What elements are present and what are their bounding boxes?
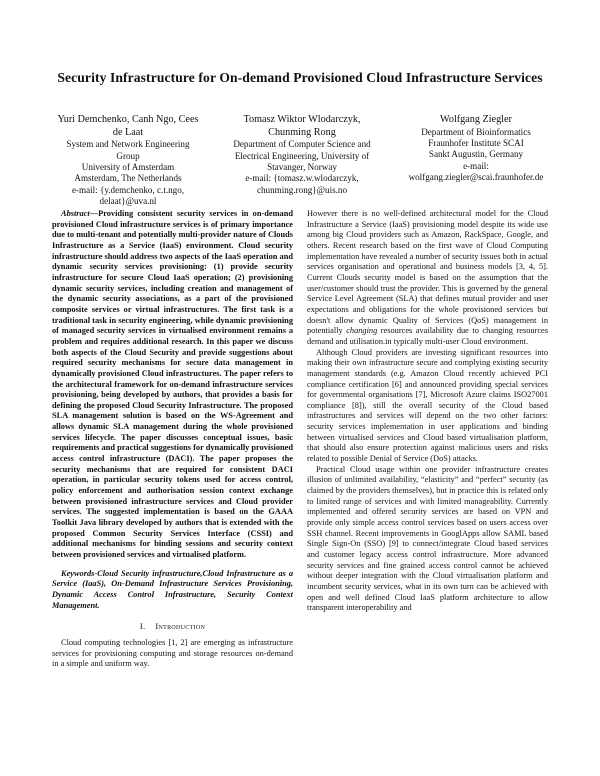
keywords-label: Keywords — [61, 568, 95, 578]
emphasis-changing: changing — [346, 326, 378, 336]
left-column — [52, 209, 293, 670]
section-title: Introduction — [155, 621, 206, 632]
author-1-affiliation-line4: Amsterdam, The Netherlands — [74, 173, 182, 184]
author-2-affiliation-line2: Electrical Engineering, University of — [234, 150, 370, 161]
author-2-affiliation-line1: Department of Computer Science and — [233, 139, 371, 150]
section-number: I. — [139, 621, 146, 632]
author-3-affiliation-line1: Department of Bioinformatics — [421, 126, 531, 137]
right-paragraph-1-part-a: However there is no well-defined architectural model for the Cloud Infrastructure a Service (IaaS) provisioning model despite its wide use among big Cloud providers such as Amazon, RackSpace, Google, and others. Recent research based on the first wave of Cloud Computing implementation have revealed a number of security issues both in actual services organisation and operational and business models [3, 4, 5]. Current Clouds security model is based on the assumption that the user/customer should trust the provider. This is governed by the general Service Level Agreement (SLA) that defines mutual provider and user expectations and obligations for the whole provisioned services but doesn't allow dynamic Quality of Services (QoS) management in potentially — [307, 209, 548, 336]
author-2-email-line1: e-mail: {tomasz.w.wlodarczyk, — [245, 173, 359, 184]
section-heading-introduction — [52, 621, 293, 632]
author-3-name-line1: Wolfgang Ziegler — [440, 114, 512, 125]
author-2-affiliation-line3: Stavanger, Norway — [267, 162, 337, 172]
author-3 — [400, 114, 552, 184]
right-column — [307, 209, 548, 614]
author-1-affiliation-line1: System and Network Engineering — [66, 139, 190, 150]
author-3-email-line1: e-mail: — [463, 160, 489, 171]
paper-title: Security Infrastructure for On-demand Provisioned Cloud Infrastructure Services — [57, 70, 543, 85]
author-1-email-line1: e-mail: {y.demchenko, c.t.ngo, — [71, 184, 185, 195]
author-2 — [222, 114, 382, 196]
author-1-email-line2: delaat}@uva.nl — [99, 196, 157, 207]
author-3-email-line2: wolfgang.ziegler@scai.fraunhofer.de — [408, 172, 544, 183]
right-paragraph-1 — [307, 209, 548, 348]
author-1 — [52, 114, 204, 208]
author-3-affiliation-line2: Fraunhofer Institute SCAI — [428, 138, 524, 148]
right-paragraph-1-part-b: resources availability due to changing resources demand and utilisation.in typically multi-user Cloud environment. — [307, 326, 548, 346]
author-1-affiliation-line3: University of Amsterdam — [81, 162, 175, 172]
author-1-name-line1: Yuri Demchenko, Canh Ngo, Cees — [57, 114, 199, 125]
abstract-label: Abstract — [61, 209, 90, 218]
introduction-paragraph-1: Cloud computing technologies [1, 2] are emerging as infrastructure services for provisioning computing and storage resources on-demand in a simple and uniform way. — [52, 637, 293, 669]
author-1-affiliation-line2: Group — [116, 150, 140, 161]
author-2-name-line1: Tomasz Wiktor Wlodarczyk, — [243, 114, 361, 125]
right-paragraph-3: Practical Cloud usage within one provider infrastructure creates illusion of unlimited availability, “elasticity” and “perfect” security (as claimed by the providers themselves), but in practice this is related only to limited range of services and with limited manageability. Currently implemented and offered security services are based on VPN and provide only simple access control services based on users access over SSH channel. Recent improvements in GooglApps allow SAML based Single Sign-On (SSO) [9] to connect/integrate Cloud based services and customer legacy access control infrastructure. More advanced security services and fine grained access control cannot be achieved without deeper integration with the Cloud virtualisation platform and incumbent security services, what in its own turn can be achieved with open and well defined Cloud IaaS platform architecture to allow transparent interoperability and — [307, 464, 548, 613]
author-1-name-line2: de Laat — [112, 126, 144, 138]
keywords-text: Cloud Security infrastructure,Cloud Infrastructure as a Service (IaaS), On-Demand Infrastructure Services Provisioning, Dynamic Access Control Infrastructure, Security Context Management. — [52, 568, 293, 610]
author-3-affiliation-line3: Sankt Augustin, Germany — [428, 149, 524, 160]
abstract: Abstract—Providing consistent security services in on-demand provisioned Cloud infrastructure services is of primary importance due to multi-tenant and potentially multi-provider nature of Clouds Infrastructure as a Service (IaaS) environment. Cloud security infrastructure should address two aspects of the IaaS operation and dynamic security services provisioning: (1) provide security infrastructure for secure Cloud IaaS operation; (2) provisioning dynamic security services, including creation and management of the dynamic security associations, as a part of the provisioned composite services or virtual infrastructures. The first task is a traditional task in security engineering, while dynamic provisioning of managed security services in virtualised environment remains a problem and requires additional research. In this paper we discuss both aspects of the Cloud Security and provide suggestions about required security mechanisms for secure data management in dynamically provisioned Cloud infrastructures. The paper refers to the architectural framework for on-demand infrastructure services provisioning, being developed by authors, that provides a basis for defining the proposed Cloud Security Infrastructure. The proposed SLA management solution is based on the WS-Agreement and allows dynamic SLA management during the whole provisioned services lifecycle. The paper discusses conceptual issues, basic requirements and practical suggestions for dynamically provisioned access control infrastructure (DACI). The paper proposes the security mechanisms that are required for consistent DACI operation, in particular security tokens used for access control, policy enforcement and authorisation session context exchange between provisioned infrastructure services and Cloud provider services. The suggested implementation is based on the GAAA Toolkit Java library developed by authors that is extended with the proposed Common Security Services Interface (CSSI) and additional mechanisms for binding sessions and security context between provisioned services and virtualised platform. — [52, 209, 293, 559]
right-paragraph-2: Although Cloud providers are investing significant resources into making their own infrastructure secure and complying existing security management standards (e.g. Amazon Cloud recently achieved PCI compliance certification [6] and announced providing special services for governmental organisations [7], Microsoft Azure claims ISO27001 compliance [8]), still the overall security of the Cloud based infrastructures and services will depend on the two other factors: security services implementation in user applications and binding between virtualised services and Cloud based virtualisation platform, that should also ensure protection against malicious users and risks related to possible Denial of Service (DoS) attacks. — [307, 347, 548, 464]
keywords: Keywords-Cloud Security infrastructure,Cloud Infrastructure as a Service (IaaS), On-Demand Infrastructure Services Provisioning, Dynamic Access Control Infrastructure, Security Context Management. — [52, 568, 293, 610]
abstract-text: Providing consistent security services in on-demand provisioned Cloud infrastructure services is of primary importance due to multi-tenant and potentially multi-provider nature of Clouds Infrastructure as a Service (IaaS) environment. Cloud security infrastructure should address two aspects of the IaaS operation and dynamic security services provisioning: (1) provide security infrastructure for secure Cloud IaaS operation; (2) provisioning dynamic security services, including creation and management of the dynamic security associations, as a part of the provisioned composite services or virtual infrastructures. The first task is a traditional task in security engineering, while dynamic provisioning of managed security services in virtualised environment remains a problem and requires additional research. In this paper we discuss both aspects of the Cloud Security and provide suggestions about required security mechanisms for secure data management in dynamically provisioned Cloud infrastructures. The paper refers to the architectural framework for on-demand infrastructure services provisioning, being developed by authors, that provides a basis for defining the proposed Cloud Security Infrastructure. The proposed SLA management solution is based on the WS-Agreement and allows dynamic SLA management during the whole provisioned services lifecycle. The paper discusses conceptual issues, basic requirements and practical suggestions for dynamically provisioned access control infrastructure (DACI). The paper proposes the security mechanisms that are required for consistent DACI operation, in particular security tokens used for access control, policy enforcement and authorisation session context exchange between provisioned infrastructure services and Cloud provider services. The suggested implementation is based on the GAAA Toolkit Java library developed by authors that is extended with the proposed Common Security Services Interface (CSSI) and additional mechanisms for binding sessions and security context between provisioned services and virtualised platform. — [52, 209, 293, 559]
author-2-email-line2: chunming.rong}@uis.no — [256, 184, 348, 195]
author-2-name-line2: Chunming Rong — [268, 126, 336, 138]
